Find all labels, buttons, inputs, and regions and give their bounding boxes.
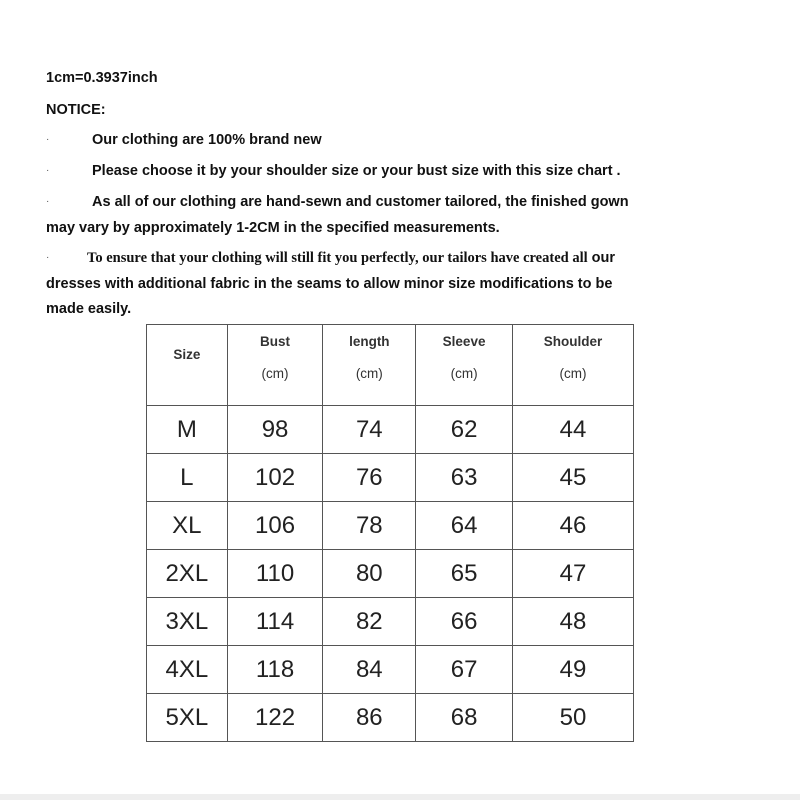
cell-sleeve: 62 — [416, 406, 513, 454]
fit-note-line3: made easily. — [46, 301, 132, 317]
unit-conversion: 1cm=0.3937inch — [46, 70, 158, 86]
bottom-divider — [0, 794, 800, 800]
bullet-dot: · — [46, 252, 50, 263]
cell-shoulder: 48 — [512, 598, 633, 646]
cell-bust: 102 — [227, 454, 323, 502]
cell-shoulder: 47 — [512, 550, 633, 598]
table-row — [147, 406, 634, 454]
table-row — [147, 598, 634, 646]
notice-item-text: Please choose it by your shoulder size or your bust size with this size chart . — [92, 163, 621, 179]
cell-shoulder: 49 — [512, 646, 633, 694]
cell-sleeve: 66 — [416, 598, 513, 646]
cell-shoulder: 45 — [512, 454, 633, 502]
cell-bust: 118 — [227, 646, 323, 694]
cell-length: 84 — [323, 646, 416, 694]
table-row — [147, 454, 634, 502]
table-header-row — [147, 325, 634, 406]
cell-length: 82 — [323, 598, 416, 646]
notice-item — [46, 131, 322, 149]
cell-length: 78 — [323, 502, 416, 550]
cell-length: 76 — [323, 454, 416, 502]
cell-length: 86 — [323, 694, 416, 742]
cell-length: 74 — [323, 406, 416, 454]
cell-sleeve: 64 — [416, 502, 513, 550]
size-chart-table — [146, 324, 634, 742]
fit-note-line2: dresses with additional fabric in the seams to allow minor size modifications to be — [46, 276, 613, 292]
cell-bust: 110 — [227, 550, 323, 598]
bullet-dot: · — [46, 196, 50, 207]
table-row — [147, 550, 634, 598]
notice-item — [46, 193, 629, 211]
fit-note-text: To ensure that your clothing will still fit you perfectly, our tailors have created all — [87, 250, 588, 266]
notice-item — [46, 162, 621, 180]
cell-length: 80 — [323, 550, 416, 598]
notice-item-text: Our clothing are 100% brand new — [92, 132, 322, 148]
table-row — [147, 502, 634, 550]
header-sleeve: Sleeve (cm) — [416, 325, 513, 406]
cell-size: 2XL — [147, 550, 228, 598]
header-length: length (cm) — [323, 325, 416, 406]
cell-size: 5XL — [147, 694, 228, 742]
cell-bust: 114 — [227, 598, 323, 646]
cell-size: 4XL — [147, 646, 228, 694]
header-shoulder: Shoulder (cm) — [512, 325, 633, 406]
cell-size: XL — [147, 502, 228, 550]
bullet-dot: · — [46, 134, 50, 145]
cell-sleeve: 63 — [416, 454, 513, 502]
cell-sleeve: 67 — [416, 646, 513, 694]
table-row — [147, 646, 634, 694]
cell-sleeve: 68 — [416, 694, 513, 742]
header-bust: Bust (cm) — [227, 325, 323, 406]
notice-title: NOTICE: — [46, 102, 106, 118]
cell-size: 3XL — [147, 598, 228, 646]
notice-item-fit — [46, 249, 615, 267]
cell-size: M — [147, 406, 228, 454]
fit-note-text-bold: our — [591, 250, 616, 266]
cell-bust: 98 — [227, 406, 323, 454]
bullet-dot: · — [46, 165, 50, 176]
cell-bust: 122 — [227, 694, 323, 742]
cell-shoulder: 44 — [512, 406, 633, 454]
cell-size: L — [147, 454, 228, 502]
cell-sleeve: 65 — [416, 550, 513, 598]
cell-shoulder: 50 — [512, 694, 633, 742]
cell-shoulder: 46 — [512, 502, 633, 550]
table-row — [147, 694, 634, 742]
notice-item-continuation: may vary by approximately 1-2CM in the specified measurements. — [46, 220, 500, 236]
cell-bust: 106 — [227, 502, 323, 550]
header-size: Size — [147, 325, 228, 406]
notice-item-text: As all of our clothing are hand-sewn and customer tailored, the finished gown — [92, 194, 629, 210]
